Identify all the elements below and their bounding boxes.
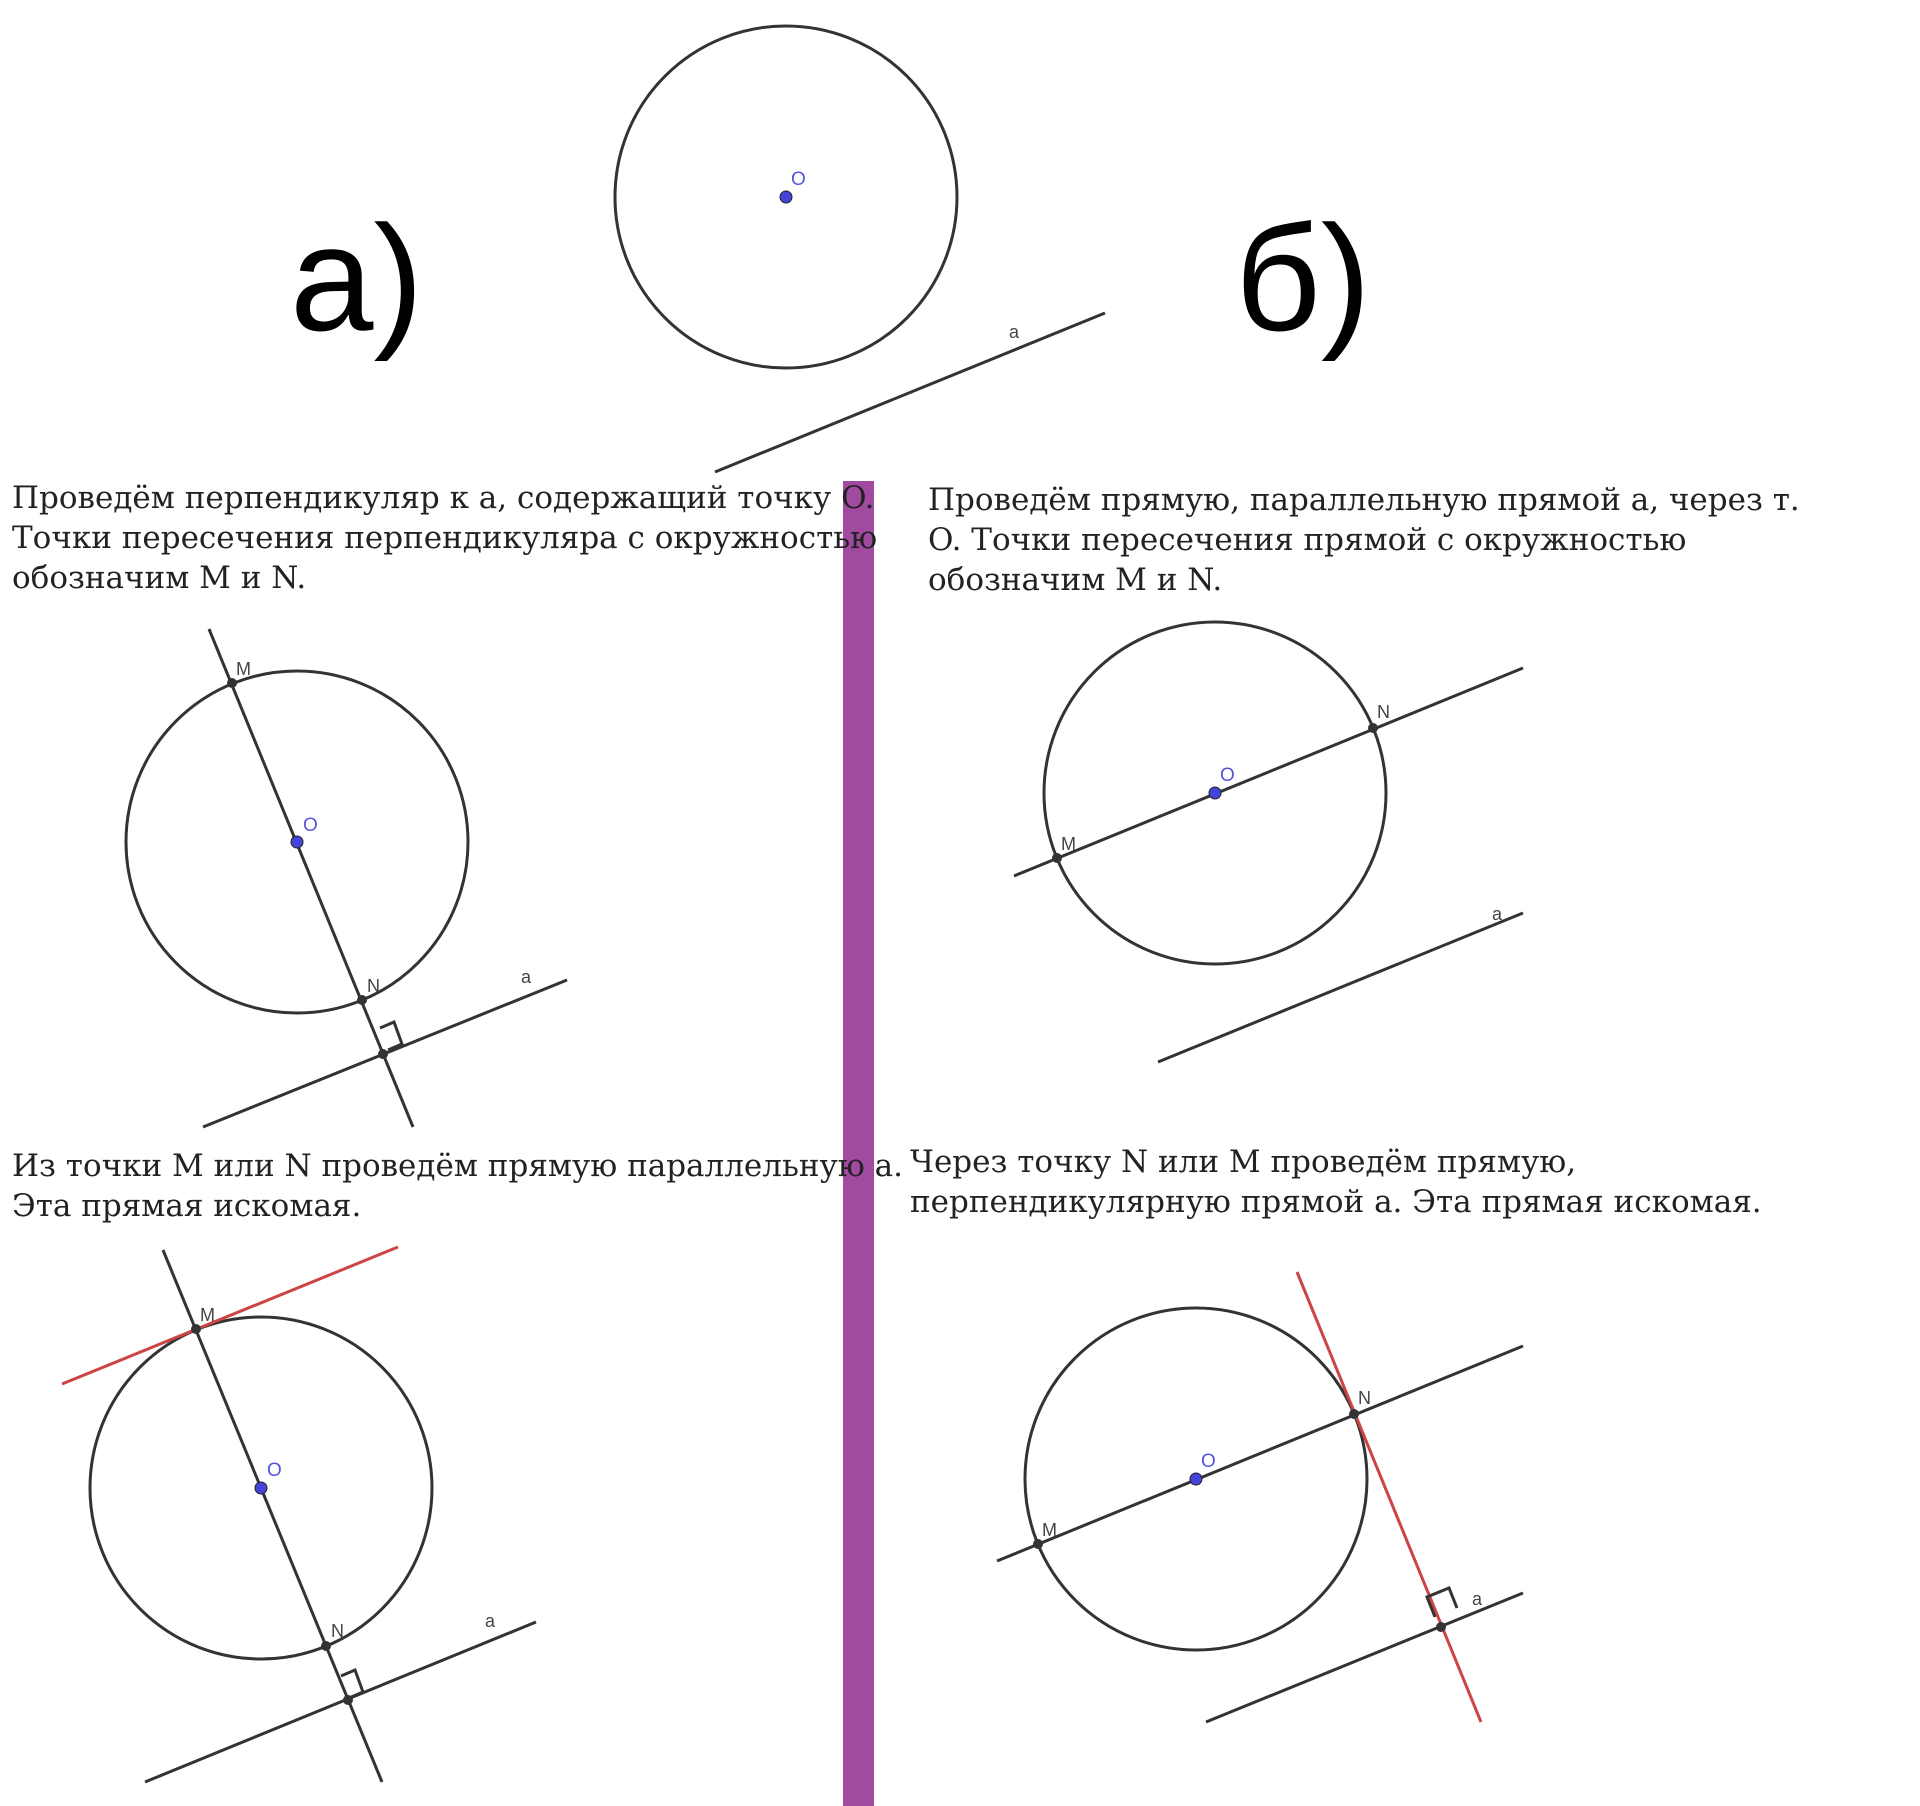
line-a — [1158, 913, 1523, 1062]
figure-b-step2 — [997, 1272, 1523, 1722]
caption-a-step2 — [12, 1146, 903, 1226]
label-m: M — [1061, 834, 1076, 854]
point-n — [1349, 1409, 1359, 1419]
label-o: O — [1201, 1451, 1216, 1472]
answer-line — [1297, 1272, 1481, 1722]
label-m: M — [1042, 1520, 1057, 1540]
line-a — [715, 313, 1105, 472]
point-m — [1052, 853, 1062, 863]
part-a-label: а) — [290, 194, 424, 362]
initial-figure — [615, 26, 1105, 472]
vertical-divider — [843, 481, 874, 1806]
label-n: N — [1377, 702, 1390, 722]
label-o: O — [303, 815, 318, 836]
caption-line: Эта прямая искомая. — [12, 1188, 362, 1224]
point-m — [227, 678, 237, 688]
label-a: a — [485, 1611, 496, 1631]
caption-line: перпендикулярную прямой a. Эта прямая искомая. — [910, 1184, 1762, 1220]
foot-point — [343, 1695, 353, 1705]
caption-line: Через точку N или M проведём прямую, — [910, 1144, 1577, 1180]
figure-b-step1 — [1014, 622, 1523, 1062]
caption-b-step2 — [910, 1142, 1762, 1222]
caption-b-step1 — [928, 480, 1800, 600]
label-o: O — [267, 1460, 282, 1481]
label-a: a — [1009, 322, 1020, 342]
line-a — [1206, 1593, 1523, 1722]
label-a: a — [1492, 904, 1503, 924]
point-n — [1368, 723, 1378, 733]
caption-line: O. Точки пересечения прямой с окружностью — [928, 522, 1687, 558]
caption-line: Проведём перпендикуляр к a, содержащий точку O. — [12, 480, 875, 516]
right-angle-mark — [380, 1022, 402, 1050]
parallel-line — [1014, 668, 1523, 876]
center-point-o — [255, 1482, 267, 1494]
center-point-o — [291, 836, 303, 848]
label-m: M — [200, 1305, 215, 1325]
foot-point — [378, 1049, 388, 1059]
caption-line: Проведём прямую, параллельную прямой a, через т. — [928, 482, 1800, 518]
answer-line — [62, 1247, 398, 1384]
label-o: O — [791, 169, 806, 190]
figure-a-step1 — [126, 629, 567, 1127]
point-m — [191, 1324, 201, 1334]
label-n: N — [367, 976, 380, 996]
label-n: N — [1358, 1388, 1371, 1408]
point-n — [321, 1641, 331, 1651]
figure-a-step2 — [62, 1247, 536, 1782]
label-n: N — [331, 1621, 344, 1641]
caption-line: Из точки M или N проведём прямую параллельную a. — [12, 1148, 903, 1184]
foot-point — [1436, 1622, 1446, 1632]
label-o: O — [1220, 765, 1235, 786]
point-m — [1033, 1539, 1043, 1549]
label-a: a — [1472, 1589, 1483, 1609]
caption-line: обозначим M и N. — [12, 560, 307, 596]
caption-line: Точки пересечения перпендикуляра с окружностью — [12, 520, 878, 556]
label-m: M — [236, 659, 251, 679]
caption-line: обозначим M и N. — [928, 562, 1223, 598]
center-point-o — [780, 191, 792, 203]
caption-a-step1 — [12, 478, 877, 598]
part-b-label: б) — [1235, 194, 1371, 362]
point-n — [357, 995, 367, 1005]
line-a — [145, 1622, 536, 1782]
parallel-line — [997, 1346, 1523, 1561]
center-point-o — [1190, 1473, 1202, 1485]
center-point-o — [1209, 787, 1221, 799]
label-a: a — [521, 967, 532, 987]
